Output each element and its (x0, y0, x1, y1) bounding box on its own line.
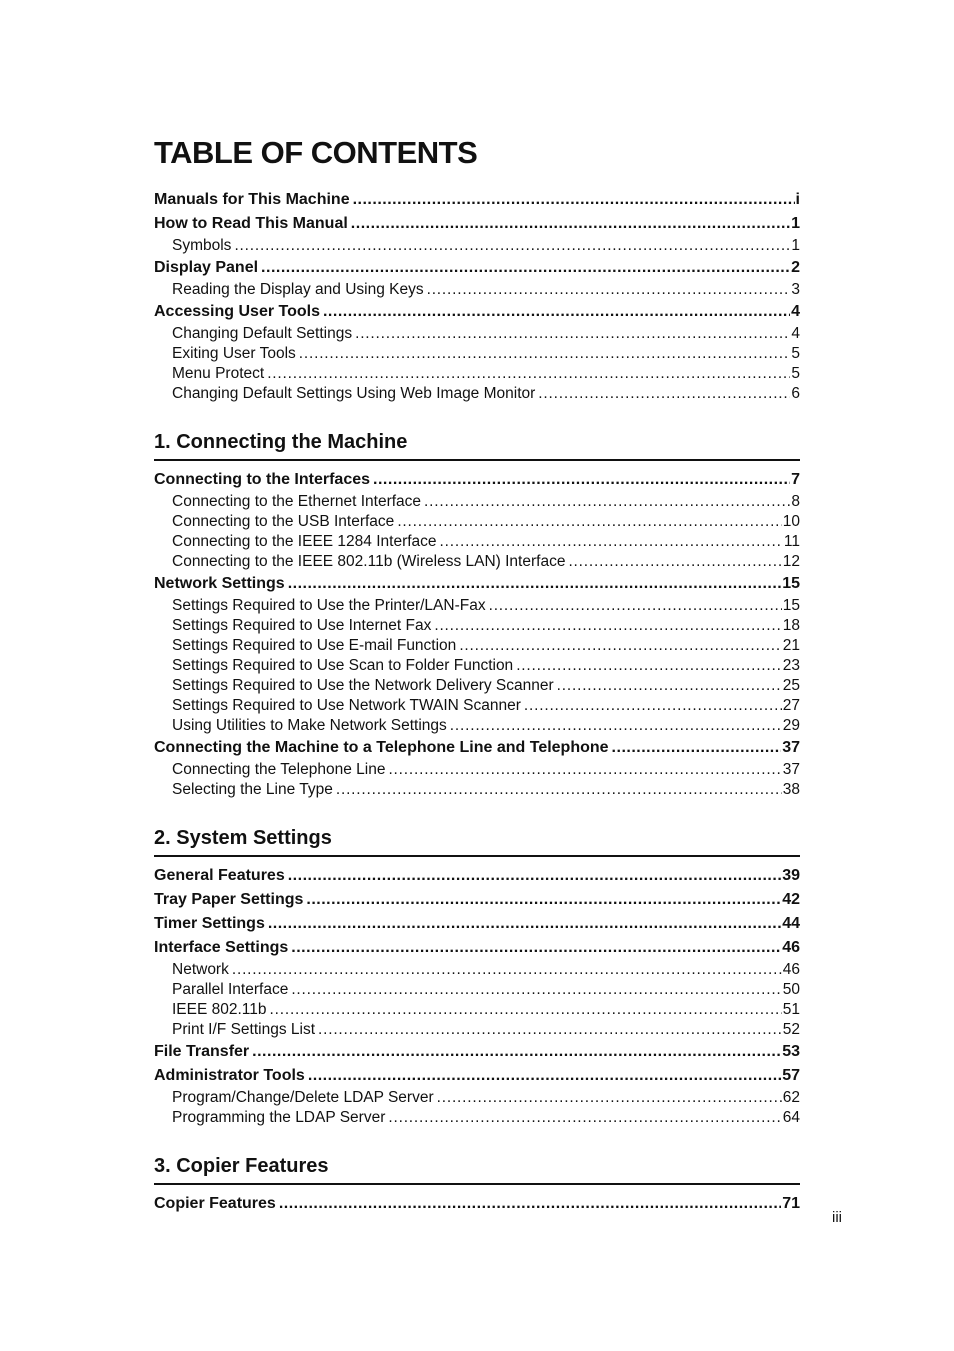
dot-leader (397, 512, 781, 532)
dot-leader (424, 492, 790, 512)
toc-entry[interactable] (154, 572, 800, 596)
toc-entry[interactable] (154, 864, 800, 888)
toc-entry-page: 4 (791, 325, 800, 342)
chapter-heading[interactable] (154, 423, 800, 461)
table-of-contents (154, 188, 800, 1216)
toc-entry-title: Network (172, 961, 229, 978)
toc-subentry[interactable] (154, 512, 800, 532)
toc-entry-page: 15 (782, 597, 800, 614)
toc-entry-page: 57 (782, 1067, 800, 1084)
toc-entry-page: 46 (782, 961, 800, 978)
toc-entry-title: Program/Change/Delete LDAP Server (172, 1089, 434, 1106)
toc-entry-title: Changing Default Settings (172, 325, 353, 342)
toc-entry-title: Connecting the Machine to a Telephone Line and Telephone (154, 739, 609, 756)
page-number: iii (832, 1209, 842, 1226)
toc-subentry[interactable] (154, 596, 800, 616)
dot-leader (450, 716, 782, 736)
toc-entry-title: Print I/F Settings List (172, 1021, 315, 1038)
toc-entry-page: 50 (782, 981, 800, 998)
dot-leader (318, 1020, 782, 1040)
toc-entry-page: 21 (782, 637, 800, 654)
toc-entry-title: Administrator Tools (154, 1067, 305, 1084)
dot-leader (353, 188, 795, 212)
toc-entry-title: Menu Protect (172, 365, 265, 382)
toc-entry-page: 10 (782, 513, 800, 530)
toc-entry-page: 5 (791, 365, 800, 382)
toc-entry[interactable] (154, 1064, 800, 1088)
toc-entry[interactable] (154, 212, 800, 236)
toc-entry[interactable] (154, 468, 800, 492)
toc-entry-title: Network Settings (154, 575, 285, 592)
toc-subentry[interactable] (154, 676, 800, 696)
toc-entry-page: 4 (791, 303, 800, 320)
toc-entry-title: Settings Required to Use the Printer/LAN-Fax (172, 597, 486, 614)
toc-subentry[interactable] (154, 980, 800, 1000)
dot-leader (459, 636, 781, 656)
toc-entry[interactable] (154, 1040, 800, 1064)
toc-entry-title: Symbols (172, 237, 232, 254)
dot-leader (268, 912, 781, 936)
toc-entry[interactable] (154, 736, 800, 760)
dot-leader (232, 960, 782, 980)
dot-leader (252, 1040, 781, 1064)
toc-entry-title: File Transfer (154, 1043, 250, 1060)
dot-leader (538, 384, 790, 404)
dot-leader (279, 1192, 781, 1216)
toc-entry-page: 6 (791, 385, 800, 402)
toc-subentry[interactable] (154, 960, 800, 980)
toc-entry[interactable] (154, 300, 800, 324)
toc-entry[interactable] (154, 936, 800, 960)
dot-leader (489, 596, 782, 616)
toc-entry[interactable] (154, 256, 800, 280)
toc-entry-title: Connecting the Telephone Line (172, 761, 386, 778)
dot-leader (234, 236, 790, 256)
toc-entry-title: Settings Required to Use the Network Delivery Scanner (172, 677, 554, 694)
toc-subentry[interactable] (154, 236, 800, 256)
toc-entry-title: Connecting to the Ethernet Interface (172, 493, 422, 510)
toc-subentry[interactable] (154, 324, 800, 344)
dot-leader (427, 280, 791, 300)
toc-entry[interactable] (154, 912, 800, 936)
toc-entry-page: 52 (782, 1021, 800, 1038)
toc-entry-title: Manuals for This Machine (154, 191, 350, 208)
toc-entry-page: 44 (782, 915, 800, 932)
toc-entry-page: 25 (782, 677, 800, 694)
dot-leader (299, 344, 791, 364)
toc-entry-title: Connecting to the Interfaces (154, 471, 371, 488)
dot-leader (291, 980, 781, 1000)
toc-entry-title: How to Read This Manual (154, 215, 348, 232)
toc-entry-title: Exiting User Tools (172, 345, 296, 362)
toc-entry-page: 11 (783, 533, 800, 550)
page-title: TABLE OF CONTENTS (154, 135, 478, 170)
toc-entry-page: 2 (791, 259, 800, 276)
toc-entry-page: 42 (782, 891, 800, 908)
dot-leader (261, 256, 790, 280)
toc-entry-title: Settings Required to Use Scan to Folder Function (172, 657, 514, 674)
toc-subentry[interactable] (154, 384, 800, 404)
toc-entry-title: Selecting the Line Type (172, 781, 333, 798)
toc-entry-page: 7 (791, 471, 800, 488)
dot-leader (568, 552, 781, 572)
dot-leader (437, 1088, 782, 1108)
toc-entry-page: 71 (782, 1195, 800, 1212)
toc-entry[interactable] (154, 1192, 800, 1216)
dot-leader (267, 364, 790, 384)
dot-leader (288, 572, 782, 596)
toc-entry-page: 18 (782, 617, 800, 634)
toc-entry-page: 12 (782, 553, 800, 570)
toc-entry-title: Changing Default Settings Using Web Image Monitor (172, 385, 536, 402)
toc-entry-title: IEEE 802.11b (172, 1001, 267, 1018)
dot-leader (434, 616, 781, 636)
toc-entry[interactable] (154, 188, 800, 212)
toc-subentry[interactable] (154, 532, 800, 552)
toc-entry-page: 23 (782, 657, 800, 674)
dot-leader (612, 736, 782, 760)
chapter-heading[interactable] (154, 819, 800, 857)
chapter-title: 2. System Settings (154, 827, 332, 849)
toc-subentry[interactable] (154, 696, 800, 716)
toc-entry-title: Copier Features (154, 1195, 276, 1212)
toc-subentry[interactable] (154, 1000, 800, 1020)
dot-leader (306, 888, 781, 912)
toc-entry-title: Using Utilities to Make Network Settings (172, 717, 447, 734)
toc-entry-title: General Features (154, 867, 285, 884)
dot-leader (291, 936, 781, 960)
toc-entry-title: Display Panel (154, 259, 259, 276)
toc-entry-page: 51 (782, 1001, 800, 1018)
dot-leader (373, 468, 790, 492)
toc-entry-page: 27 (782, 697, 800, 714)
toc-entry-page: 62 (782, 1089, 800, 1106)
toc-entry-title: Reading the Display and Using Keys (172, 281, 424, 298)
toc-entry-page: i (795, 191, 800, 208)
chapter-title: 3. Copier Features (154, 1155, 329, 1177)
toc-entry-page: 39 (782, 867, 800, 884)
toc-entry-title: Tray Paper Settings (154, 891, 304, 908)
dot-leader (351, 212, 790, 236)
toc-entry-title: Connecting to the IEEE 802.11b (Wireless LAN) Interface (172, 553, 566, 570)
toc-subentry[interactable] (154, 780, 800, 800)
toc-entry-title: Parallel Interface (172, 981, 289, 998)
toc-entry-page: 1 (791, 215, 800, 232)
toc-subentry[interactable] (154, 552, 800, 572)
chapter-heading[interactable] (154, 1147, 800, 1185)
toc-subentry[interactable] (154, 760, 800, 780)
toc-subentry[interactable] (154, 364, 800, 384)
toc-entry-title: Connecting to the USB Interface (172, 513, 395, 530)
dot-leader (516, 656, 782, 676)
toc-subentry[interactable] (154, 1108, 800, 1128)
dot-leader (355, 324, 790, 344)
dot-leader (308, 1064, 781, 1088)
dot-leader (557, 676, 782, 696)
toc-subentry[interactable] (154, 1088, 800, 1108)
toc-subentry[interactable] (154, 636, 800, 656)
toc-entry-title: Accessing User Tools (154, 303, 320, 320)
toc-entry-page: 1 (791, 237, 800, 254)
toc-subentry[interactable] (154, 616, 800, 636)
toc-entry-page: 29 (782, 717, 800, 734)
toc-entry-page: 5 (791, 345, 800, 362)
toc-subentry[interactable] (154, 1020, 800, 1040)
dot-leader (388, 1108, 781, 1128)
toc-subentry[interactable] (154, 656, 800, 676)
dot-leader (336, 780, 782, 800)
dot-leader (288, 864, 781, 888)
dot-leader (524, 696, 782, 716)
toc-entry-title: Interface Settings (154, 939, 289, 956)
toc-entry-page: 46 (782, 939, 800, 956)
toc-entry-title: Connecting to the IEEE 1284 Interface (172, 533, 437, 550)
toc-subentry[interactable] (154, 716, 800, 736)
toc-entry-page: 15 (782, 575, 800, 592)
toc-entry-page: 37 (782, 761, 800, 778)
dot-leader (388, 760, 781, 780)
toc-entry-title: Programming the LDAP Server (172, 1109, 386, 1126)
toc-entry-page: 64 (782, 1109, 800, 1126)
toc-subentry[interactable] (154, 492, 800, 512)
dot-leader (323, 300, 790, 324)
toc-entry-page: 38 (782, 781, 800, 798)
toc-entry-page: 53 (782, 1043, 800, 1060)
dot-leader (270, 1000, 782, 1020)
toc-entry-title: Settings Required to Use E-mail Function (172, 637, 457, 654)
toc-entry-page: 37 (782, 739, 800, 756)
chapter-title: 1. Connecting the Machine (154, 431, 408, 453)
toc-entry-title: Settings Required to Use Network TWAIN Scanner (172, 697, 521, 714)
toc-entry[interactable] (154, 888, 800, 912)
toc-subentry[interactable] (154, 344, 800, 364)
toc-entry-title: Settings Required to Use Internet Fax (172, 617, 432, 634)
toc-entry-page: 3 (791, 281, 800, 298)
toc-entry-page: 8 (791, 493, 800, 510)
toc-entry-title: Timer Settings (154, 915, 265, 932)
dot-leader (440, 532, 783, 552)
toc-subentry[interactable] (154, 280, 800, 300)
